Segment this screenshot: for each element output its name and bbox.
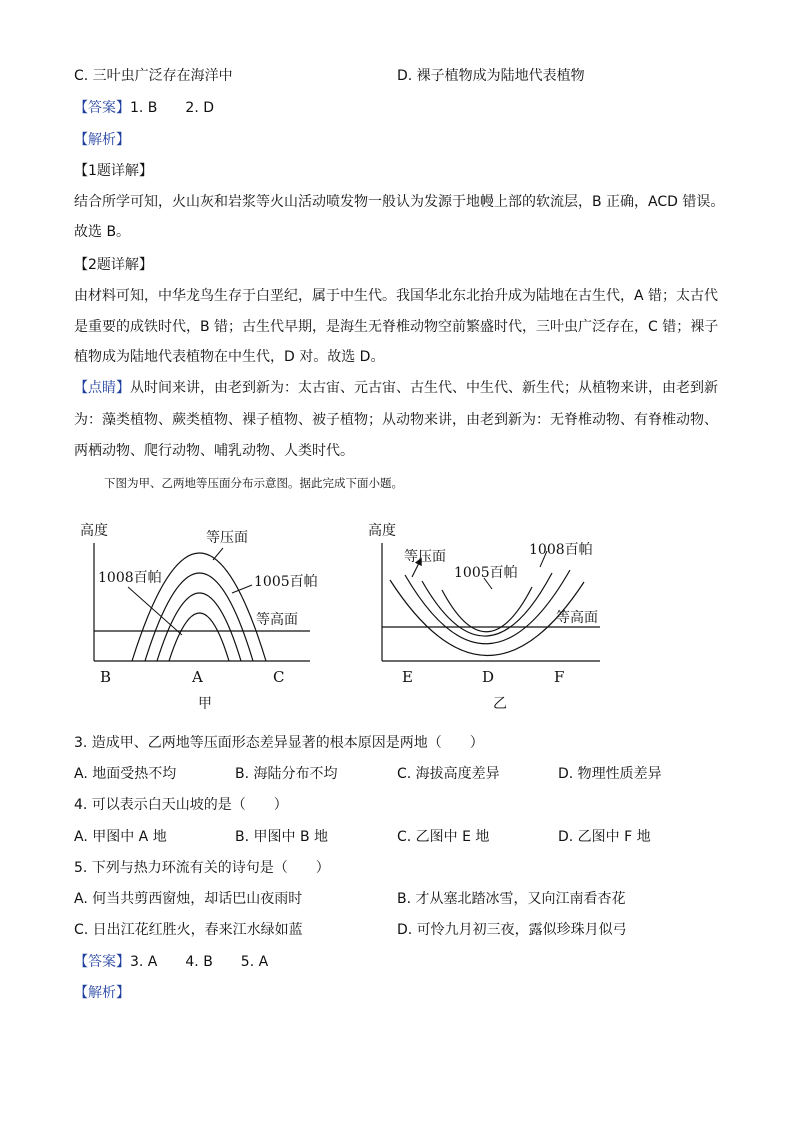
jia-1008-label: 1008百帕	[98, 570, 162, 586]
jia-1005-label: 1005百帕	[254, 574, 318, 590]
intro-text: 下图为甲、乙两地等压面分布示意图。据此完成下面小题。	[104, 476, 403, 490]
answer2-text: 3. A 4. B 5. A	[130, 954, 269, 970]
tip-line2: 为：藻类植物、蕨类植物、裸子植物、被子植物；从动物来讲，由老到新为：无脊椎动物、有脊椎动物、	[74, 412, 718, 428]
yi-contour-label: 等高面	[556, 610, 598, 626]
yi-1008-label: 1008百帕	[529, 542, 593, 558]
jia-x-label-b: B	[100, 668, 112, 686]
yi-isobar-2	[405, 570, 570, 644]
yi-y-label: 高度	[368, 523, 396, 539]
q4-option-d: D. 乙图中 F 地	[558, 829, 651, 845]
yi-caption: 乙	[493, 696, 507, 712]
tip-text1: 从时间来讲，由老到新为：太古宙、元古宙、古生代、中生代、新生代；从植物来讲，由老到新	[130, 380, 718, 396]
q2-option-d: D. 裸子植物成为陆地代表植物	[397, 68, 585, 84]
jia-isobar-label: 等压面	[206, 530, 248, 546]
detail1-line1: 结合所学可知，火山灰和岩浆等火山活动喷发物一般认为发源于地幔上部的软流层，B 正确，ACD 错误。	[74, 194, 725, 210]
q3-option-a: A. 地面受热不均	[74, 766, 177, 782]
yi-x-label-d: D	[482, 668, 495, 686]
jia-x-label-c: C	[273, 668, 285, 686]
jia-caption: 甲	[198, 696, 212, 712]
jia-x-label-a: A	[192, 668, 203, 686]
jia-isobar-3	[157, 593, 241, 661]
detail1-title: 【1题详解】	[74, 163, 153, 179]
q4-stem: 4. 可以表示白天山坡的是（ ）	[74, 797, 288, 813]
detail2-title: 【2题详解】	[74, 257, 153, 273]
analysis-tag: 【解析】	[74, 132, 130, 148]
detail2-line1: 由材料可知，中华龙鸟生存于白垩纪，属于中生代。我国华北东北抬升成为陆地在古生代，A 错；太古代	[74, 288, 719, 304]
q5-option-c: C. 日出江花红胜火，春来江水绿如蓝	[74, 922, 303, 938]
yi-x-label-e: E	[402, 668, 413, 686]
yi-isobar-label: 等压面	[404, 549, 446, 565]
tip-line3: 两栖动物、爬行动物、哺乳动物、人类时代。	[74, 443, 354, 459]
q5-option-d: D. 可怜九月初三夜，露似珍珠月似弓	[397, 922, 627, 938]
tip-line1	[74, 378, 718, 398]
jia-contour-label: 等高面	[256, 612, 298, 628]
tip-tag: 【点睛】	[74, 380, 130, 396]
detail1-line2: 故选 B。	[74, 224, 131, 240]
q4-option-c: C. 乙图中 E 地	[397, 829, 490, 845]
jia-isobar-4	[169, 613, 229, 661]
answer-tag: 【答案】	[74, 100, 130, 116]
answer-line-1	[74, 98, 214, 118]
q5-option-b: B. 才从塞北踏冰雪，又向江南看杏花	[397, 891, 626, 907]
jia-1008-leader	[128, 587, 182, 635]
q3-option-c: C. 海拔高度差异	[397, 766, 500, 782]
q3-stem: 3. 造成甲、乙两地等压面形态差异显著的根本原因是两地（ ）	[74, 735, 484, 751]
detail2-line2: 是重要的成铁时代，B 错；古生代早期，是海生无脊椎动物空前繁盛时代，三叶虫广泛存在，C 错；裸子	[74, 319, 719, 335]
answer-text: 1. B 2. D	[130, 100, 214, 116]
yi-x-label-f: F	[554, 668, 565, 686]
jia-y-label: 高度	[80, 523, 108, 539]
q5-stem: 5. 下列与热力环流有关的诗句是（ ）	[74, 860, 330, 876]
diagram-yi	[362, 515, 622, 715]
jia-1005-leader	[232, 585, 252, 593]
q3-option-b: B. 海陆分布不均	[235, 766, 338, 782]
diagram-jia	[70, 515, 330, 715]
q4-option-b: B. 甲图中 B 地	[235, 829, 329, 845]
jia-isobar-leader	[213, 548, 223, 560]
answer2-tag: 【答案】	[74, 954, 130, 970]
answer-line-2	[74, 952, 268, 972]
q4-option-a: A. 甲图中 A 地	[74, 829, 167, 845]
q5-option-a: A. 何当共剪西窗烛，却话巴山夜雨时	[74, 891, 303, 907]
yi-1005-label: 1005百帕	[454, 565, 518, 581]
q3-option-d: D. 物理性质差异	[558, 766, 662, 782]
q2-option-c: C. 三叶虫广泛存在海洋中	[74, 68, 233, 84]
analysis2-tag: 【解析】	[74, 985, 130, 1001]
detail2-line3: 植物成为陆地代表植物在中生代，D 对。故选 D。	[74, 349, 385, 365]
yi-isobar-4	[442, 587, 532, 632]
